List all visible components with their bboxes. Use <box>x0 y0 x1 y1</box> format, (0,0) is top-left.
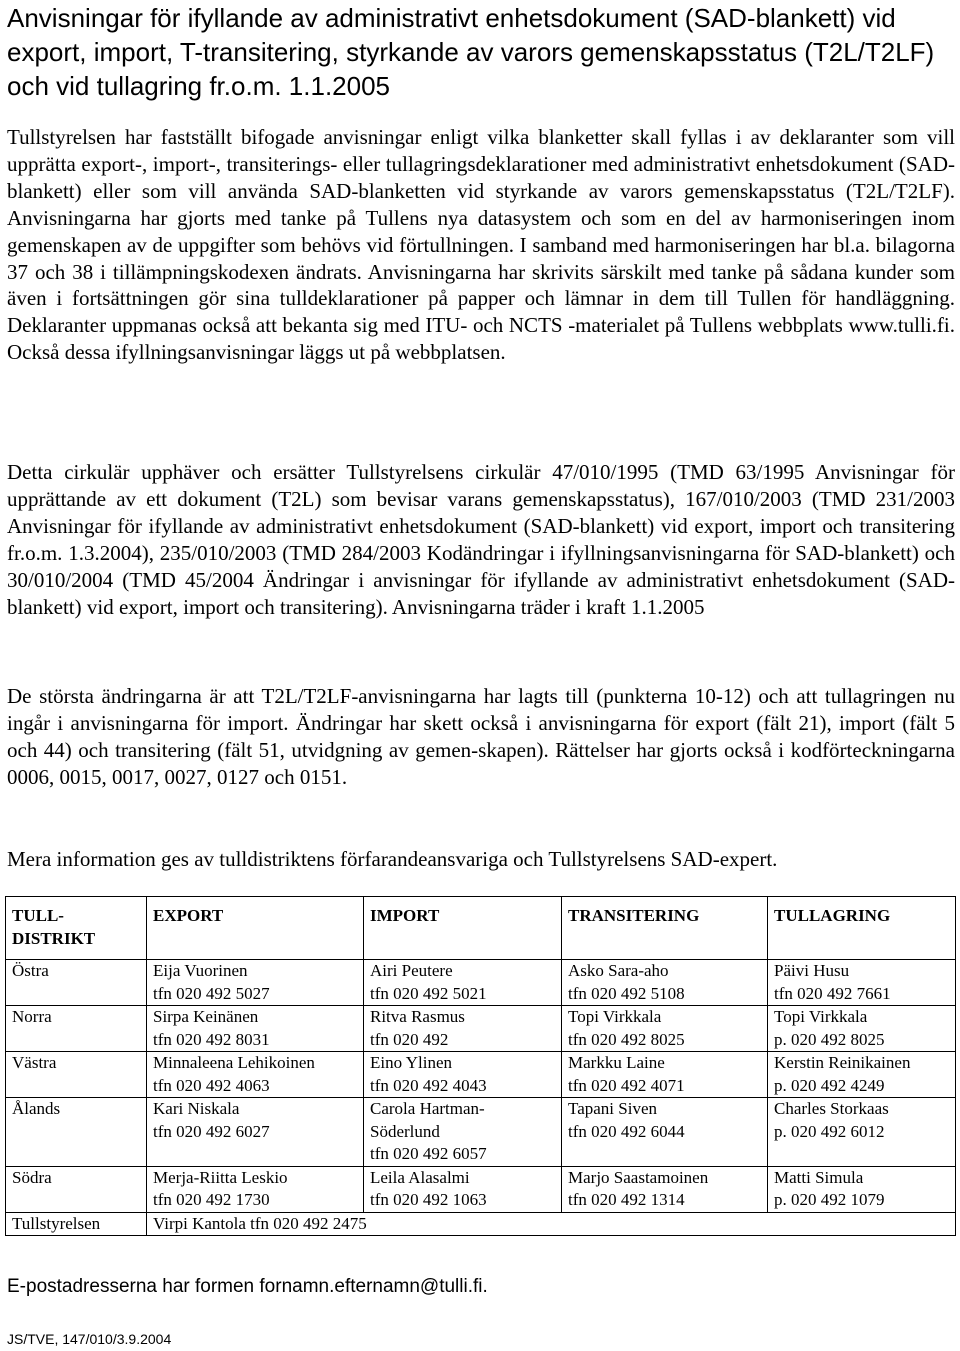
contact-phone: tfn 020 492 8031 <box>153 1029 270 1049</box>
contact-phone: tfn 020 492 6027 <box>153 1121 270 1141</box>
transit-cell <box>562 1166 768 1212</box>
contact-phone: tfn 020 492 5021 <box>370 983 487 1003</box>
contact-name: Topi Virkkala <box>774 1007 868 1026</box>
changes-paragraph: De största ändringarna är att T2L/T2LF-anvisningarna har lagts till (punkterna 10-12) och att tullagringen nu ingår i anvisningarna för import. Ändringar har skett också i anvisningarna för export (fält 21), import (fält 5 och 44) och transitering (fält 51, utvidgning av gemen-skapen). Rättelser har gjorts också i kodförteckningarna 0006, 0015, 0017, 0027, 0127 och 0151. <box>7 684 955 789</box>
export-cell <box>147 960 364 1006</box>
contact-name: Minnaleena Lehikoinen <box>153 1053 315 1072</box>
district-cell: Västra <box>6 1052 147 1098</box>
contact-name: Asko Sara-aho <box>568 961 669 980</box>
table-header-row <box>6 897 956 960</box>
transit-cell <box>562 1006 768 1052</box>
contact-name: Charles Storkaas <box>774 1099 889 1118</box>
contact-name: Carola Hartman- <box>370 1099 485 1118</box>
contact-phone: tfn 020 492 7661 <box>774 983 891 1003</box>
table-row <box>6 1006 956 1052</box>
contact-phone: tfn 020 492 5027 <box>153 983 270 1003</box>
contact-name: Eino Ylinen <box>370 1053 452 1072</box>
headquarters-contact-cell: Virpi Kantola tfn 020 492 2475 <box>147 1212 956 1236</box>
district-cell: Södra <box>6 1166 147 1212</box>
table-row <box>6 1098 956 1167</box>
contact-name: Airi Peutere <box>370 961 453 980</box>
contact-name: Markku Laine <box>568 1053 665 1072</box>
contact-phone: p. 020 492 8025 <box>774 1029 885 1049</box>
import-cell <box>364 1006 562 1052</box>
more-info-paragraph: Mera information ges av tulldistriktens förfarandeansvariga och Tullstyrelsens SAD-expert. <box>7 847 778 871</box>
contact-name: Kerstin Reinikainen <box>774 1053 911 1072</box>
import-cell <box>364 1052 562 1098</box>
contacts-table <box>5 896 956 1236</box>
export-cell <box>147 1052 364 1098</box>
contact-name: Kari Niskala <box>153 1099 240 1118</box>
header-transit: TRANSITERING <box>562 897 768 960</box>
replacement-paragraph: Detta cirkulär upphäver och ersätter Tullstyrelsens cirkulär 47/010/1995 (TMD 63/1995 Anvisningar för upprättande av ett dokument (T2L) som bevisar varans gemenskapsstatus), 167/010/2003 (TMD 231/2003 Anvisningar för ifyllande av administrativt enhetsdokument (SAD-blankett) vid export, import och transitering fr.o.m. 1.3.2004), 235/010/2003 (TMD 284/2003 Kodändringar i ifyllningsanvisningarna för SAD-blankett) och 30/010/2004 (TMD 45/2004 Ändringar i anvisningar för ifyllande av administrativt enhetsdokument (SAD-blankett) vid export, import och transitering). Anvisningarna träder i kraft 1.1.2005 <box>7 460 955 619</box>
table-row <box>6 1166 956 1212</box>
storage-cell <box>768 960 956 1006</box>
storage-cell <box>768 1006 956 1052</box>
transit-cell <box>562 1098 768 1167</box>
header-storage: TULLAGRING <box>768 897 956 960</box>
export-cell <box>147 1098 364 1167</box>
header-district-line-2: DISTRIKT <box>12 928 96 948</box>
contact-phone: tfn 020 492 1063 <box>370 1190 487 1209</box>
intro-paragraph-part-1: Tullstyrelsen har fastställt bifogade anvisningar enligt vilka blanketter skall fyllas i av deklaranter som vill upprätta export-, import-, transiterings- eller tullagringsdeklarationer med administrativt enhetsdokument (SAD-blankett) eller som vill använda SAD-blanketten vid styrkande av varors gemenskapsstatus (T2L/T2LF). <box>7 125 955 203</box>
table-row <box>6 960 956 1006</box>
contact-phone: tfn 020 492 6044 <box>568 1121 685 1141</box>
contact-name: Topi Virkkala <box>568 1007 662 1026</box>
district-cell: Tullstyrelsen <box>6 1212 147 1236</box>
contact-name: Tapani Siven <box>568 1099 657 1118</box>
header-district-line-1: TULL- <box>12 906 64 925</box>
district-cell: Ålands <box>6 1098 147 1167</box>
contact-name-continued: Söderlund <box>370 1121 440 1141</box>
contact-name: Leila Alasalmi <box>370 1167 470 1187</box>
contact-phone: tfn 020 492 5108 <box>568 983 685 1003</box>
contact-name: Sirpa Keinänen <box>153 1007 259 1026</box>
contact-name: Matti Simula <box>774 1167 864 1187</box>
storage-cell <box>768 1052 956 1098</box>
import-cell <box>364 1098 562 1167</box>
document-reference-footer: JS/TVE, 147/010/3.9.2004 <box>7 1331 172 1347</box>
header-export: EXPORT <box>147 897 364 960</box>
contact-phone: tfn 020 492 1730 <box>153 1190 270 1209</box>
contact-name: Marjo Saastamoinen <box>568 1167 709 1187</box>
table-row-headquarters <box>6 1212 956 1236</box>
export-cell <box>147 1166 364 1212</box>
contact-name: Merja-Riitta Leskio <box>153 1167 288 1187</box>
contact-phone: p. 020 492 6012 <box>774 1121 885 1141</box>
import-cell <box>364 1166 562 1212</box>
contact-name: Päivi Husu <box>774 961 850 980</box>
contact-phone: tfn 020 492 6057 <box>370 1144 487 1163</box>
contact-phone: tfn 020 492 4071 <box>568 1075 685 1095</box>
header-district <box>6 897 147 960</box>
contact-name: Eija Vuorinen <box>153 961 248 980</box>
import-cell <box>364 960 562 1006</box>
intro-paragraph-part-2: Anvisningarna har gjorts med tanke på Tullens nya datasystem och som en del av harmoniseringen inom gemenskapen av de uppgifter som behövs vid förtullningen. I samband med harmoniseringen har bl.a. bilagorna 37 och 38 i tillämpningskodexen ändrats. Anvisningarna har skrivits särskilt med tanke på sådana kunder som även i fortsättningen gör sina tulldeklarationer på papper och lämnar in dem till Tullen för handläggning. Deklaranter uppmanas också att bekanta sig med ITU- och NCTS -materialet på Tullens webbplats www.tulli.fi. Också dessa ifyllningsanvisningar läggs ut på webbplatsen. <box>7 205 955 365</box>
transit-cell <box>562 960 768 1006</box>
contact-phone: p. 020 492 4249 <box>774 1075 885 1095</box>
export-cell <box>147 1006 364 1052</box>
contact-phone: tfn 020 492 8025 <box>568 1029 685 1049</box>
table-row <box>6 1052 956 1098</box>
contact-name: Ritva Rasmus <box>370 1007 465 1026</box>
header-import: IMPORT <box>364 897 562 960</box>
contact-phone: tfn 020 492 4063 <box>153 1075 270 1095</box>
district-cell: Östra <box>6 960 147 1006</box>
contact-phone: tfn 020 492 4043 <box>370 1075 487 1095</box>
storage-cell <box>768 1098 956 1167</box>
intro-paragraph <box>7 124 955 366</box>
email-format-note: E-postadresserna har formen fornamn.efternamn@tulli.fi. <box>7 1276 488 1297</box>
contact-phone: p. 020 492 1079 <box>774 1190 885 1209</box>
contact-phone: tfn 020 492 <box>370 1029 449 1049</box>
document-title: Anvisningar för ifyllande av administrativt enhetsdokument (SAD-blankett) vid export, import, T-transitering, styrkande av varors gemenskapsstatus (T2L/T2LF) och vid tullagring fr.o.m. 1.1.2005 <box>7 3 935 101</box>
storage-cell <box>768 1166 956 1212</box>
district-cell: Norra <box>6 1006 147 1052</box>
transit-cell <box>562 1052 768 1098</box>
contact-phone: tfn 020 492 1314 <box>568 1190 685 1209</box>
